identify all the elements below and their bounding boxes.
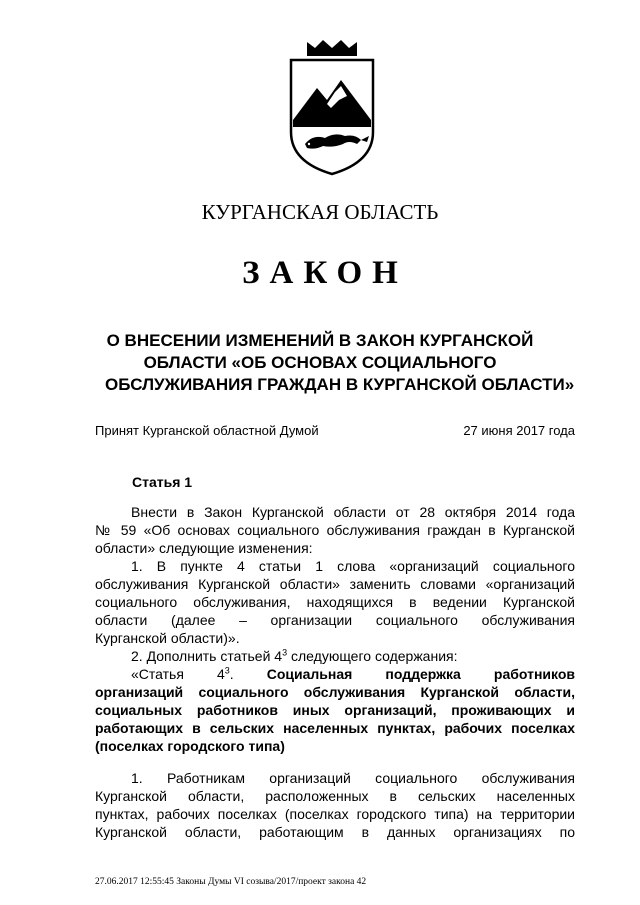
law-title	[105, 330, 575, 396]
text-line: социальных работников иных организаций, проживающих и	[95, 702, 575, 718]
new-article-title: Социальная поддержка работников	[266, 666, 575, 682]
new-article-heading	[95, 665, 575, 683]
text-line: Внести в Закон Курганской области от 28 октября 2014 года	[131, 504, 575, 520]
superscript: 3	[282, 647, 288, 658]
new-article-dot: .	[229, 666, 234, 682]
text-line: обслуживания Курганской области» заменить словами «организаций	[95, 576, 575, 592]
text-line: 1. Работникам организаций социального обслуживания	[131, 770, 575, 786]
new-article-label: «Статья 4	[131, 666, 225, 682]
article-heading: Статья 1	[132, 474, 193, 490]
text-line: пунктах, рабочих поселках (поселках городского типа) на территории	[95, 806, 575, 822]
title-line: ОБСЛУЖИВАНИЯ ГРАЖДАН В КУРГАНСКОЙ ОБЛАСТИ»	[105, 375, 575, 394]
text-line: Курганской области)».	[95, 630, 240, 646]
text-line: Курганской области, расположенных в сельских населенных	[95, 788, 575, 804]
title-line: ОБЛАСТИ «ОБ ОСНОВАХ СОЦИАЛЬНОГО	[143, 353, 497, 372]
item2-text: 2. Дополнить статьей 4	[131, 648, 283, 664]
text-line	[95, 647, 575, 665]
coat-of-arms-icon	[279, 40, 385, 180]
file-path-footer: 27.06.2017 12:55:45 Законы Думы VI созыва/2017/проект закона 42	[95, 877, 367, 887]
text-line: организаций социального обслуживания Курганской области,	[95, 684, 575, 700]
adoption-row	[95, 423, 575, 438]
superscript: 3	[224, 665, 230, 676]
text-line: социального обслуживания, находящихся в ведении Курганской	[95, 594, 575, 610]
text-line: (поселках городского типа)	[95, 738, 285, 754]
region-name: КУРГАНСКАЯ ОБЛАСТЬ	[201, 200, 439, 224]
text-line: работающих в сельских населенных пунктах, рабочих поселках	[95, 720, 575, 736]
item2-text-end: следующего содержания:	[287, 648, 458, 664]
text-line: Курганской области, работающим в данных организациях по	[95, 824, 575, 840]
text-line: области» следующие изменения:	[95, 540, 313, 556]
adoption-date: 27 июня 2017 года	[463, 423, 575, 438]
adopted-by: Принят Курганской областной Думой	[95, 423, 319, 438]
text-line: области (далее – организации социального обслуживания	[95, 612, 575, 628]
text-line: 1. В пункте 4 статьи 1 слова «организаций социального	[131, 558, 575, 574]
title-line: О ВНЕСЕНИИ ИЗМЕНЕНИЙ В ЗАКОН КУРГАНСКОЙ	[106, 331, 534, 350]
text-line: № 59 «Об основах социального обслуживания граждан в Курганской	[95, 522, 575, 538]
document-type: ЗАКОН	[242, 255, 408, 291]
